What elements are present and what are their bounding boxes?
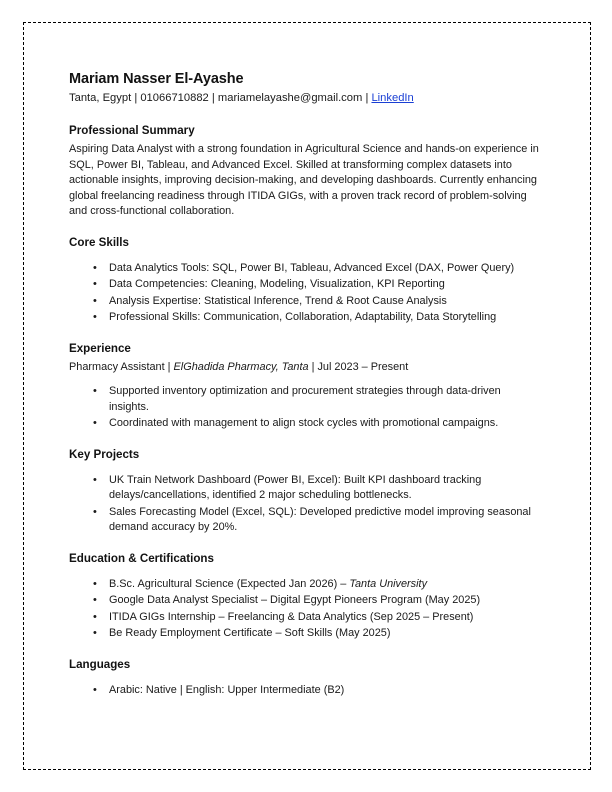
core-skill-item: • Data Analytics Tools: SQL, Power BI, Tableau, Advanced Excel (DAX, Power Query): [69, 261, 541, 276]
contact-email: mariamelayashe@gmail.com: [217, 92, 363, 105]
education-item-text: Be Ready Employment Certificate – Soft Skills (May 2025): [109, 627, 391, 640]
experience-separator-2: |: [311, 360, 315, 373]
section-heading-experience: Experience: [69, 341, 131, 355]
key-project-item: • UK Train Network Dashboard (Power BI, Excel): Built KPI dashboard tracking delays/cancellations, identified 2 major scheduling bottlenecks.: [69, 473, 541, 504]
experience-job-line: [69, 360, 541, 375]
experience-company: ElGhadida Pharmacy, Tanta: [173, 360, 309, 373]
core-skill-item: • Analysis Expertise: Statistical Inference, Trend & Root Cause Analysis: [69, 294, 541, 309]
core-skills-list: [69, 261, 541, 326]
experience-item: • Coordinated with management to align stock cycles with promotional campaigns.: [69, 416, 541, 431]
contact-location: Tanta, Egypt: [69, 92, 132, 105]
section-professional-summary: [69, 123, 541, 219]
section-heading-languages: Languages: [69, 657, 131, 671]
contact-separator-1: |: [134, 92, 138, 105]
core-skill-item: • Professional Skills: Communication, Collaboration, Adaptability, Data Storytelling: [69, 310, 541, 325]
key-project-item: • Sales Forecasting Model (Excel, SQL): Developed predictive model improving seasonal demand accuracy by 20%.: [69, 505, 541, 536]
language-item: • Arabic: Native | English: Upper Intermediate (B2): [69, 683, 541, 698]
section-languages: [69, 657, 541, 699]
experience-dates: Jul 2023 – Present: [317, 360, 409, 373]
section-heading-core-skills: Core Skills: [69, 235, 129, 249]
contact-separator-2: |: [211, 92, 215, 105]
education-item-text: Google Data Analyst Specialist – Digital Egypt Pioneers Program (May 2025): [109, 594, 481, 607]
contact-phone: 01066710882: [140, 92, 209, 105]
education-item: [69, 610, 541, 625]
experience-list: [69, 384, 541, 431]
experience-item: • Supported inventory optimization and procurement strategies through data-driven insights.: [69, 384, 541, 415]
resume-content: [69, 70, 541, 699]
linkedin-link[interactable]: LinkedIn: [371, 92, 414, 105]
core-skill-item: • Data Competencies: Cleaning, Modeling, Visualization, KPI Reporting: [69, 277, 541, 292]
resume-header: [69, 70, 541, 106]
candidate-name: Mariam Nasser El-Ayashe: [69, 71, 244, 87]
section-key-projects: [69, 447, 541, 536]
contact-line: [69, 91, 541, 106]
education-item-text: B.Sc. Agricultural Science (Expected Jan 2026) –: [109, 577, 350, 590]
education-item: [69, 593, 541, 608]
education-list: [69, 577, 541, 642]
languages-list: [69, 683, 541, 698]
section-heading-education: Education & Certifications: [69, 551, 214, 565]
section-core-skills: [69, 235, 541, 326]
education-item-text: ITIDA GIGs Internship – Freelancing & Data Analytics (Sep 2025 – Present): [109, 610, 474, 623]
professional-summary-paragraph: Aspiring Data Analyst with a strong foundation in Agricultural Science and hands-on experience in SQL, Power BI, Tableau, and Advanced Excel. Skilled at transforming complex datasets into actionable insights, improving decision-making, and developing dashboards. Currently enhancing global freelancing readiness through ITIDA GIGs, with a proven track record of problem-solving and cross-functional collaboration.: [69, 143, 539, 218]
section-heading-key-projects: Key Projects: [69, 447, 140, 461]
contact-separator-3: |: [365, 92, 369, 105]
section-experience: [69, 341, 541, 432]
education-item: [69, 577, 541, 592]
experience-separator-1: |: [167, 360, 171, 373]
experience-job-title: Pharmacy Assistant: [69, 360, 165, 373]
education-item-institution: Tanta University: [349, 577, 428, 590]
section-heading-professional-summary: Professional Summary: [69, 124, 195, 138]
key-projects-list: [69, 473, 541, 536]
section-education: [69, 551, 541, 642]
education-item: [69, 626, 541, 641]
